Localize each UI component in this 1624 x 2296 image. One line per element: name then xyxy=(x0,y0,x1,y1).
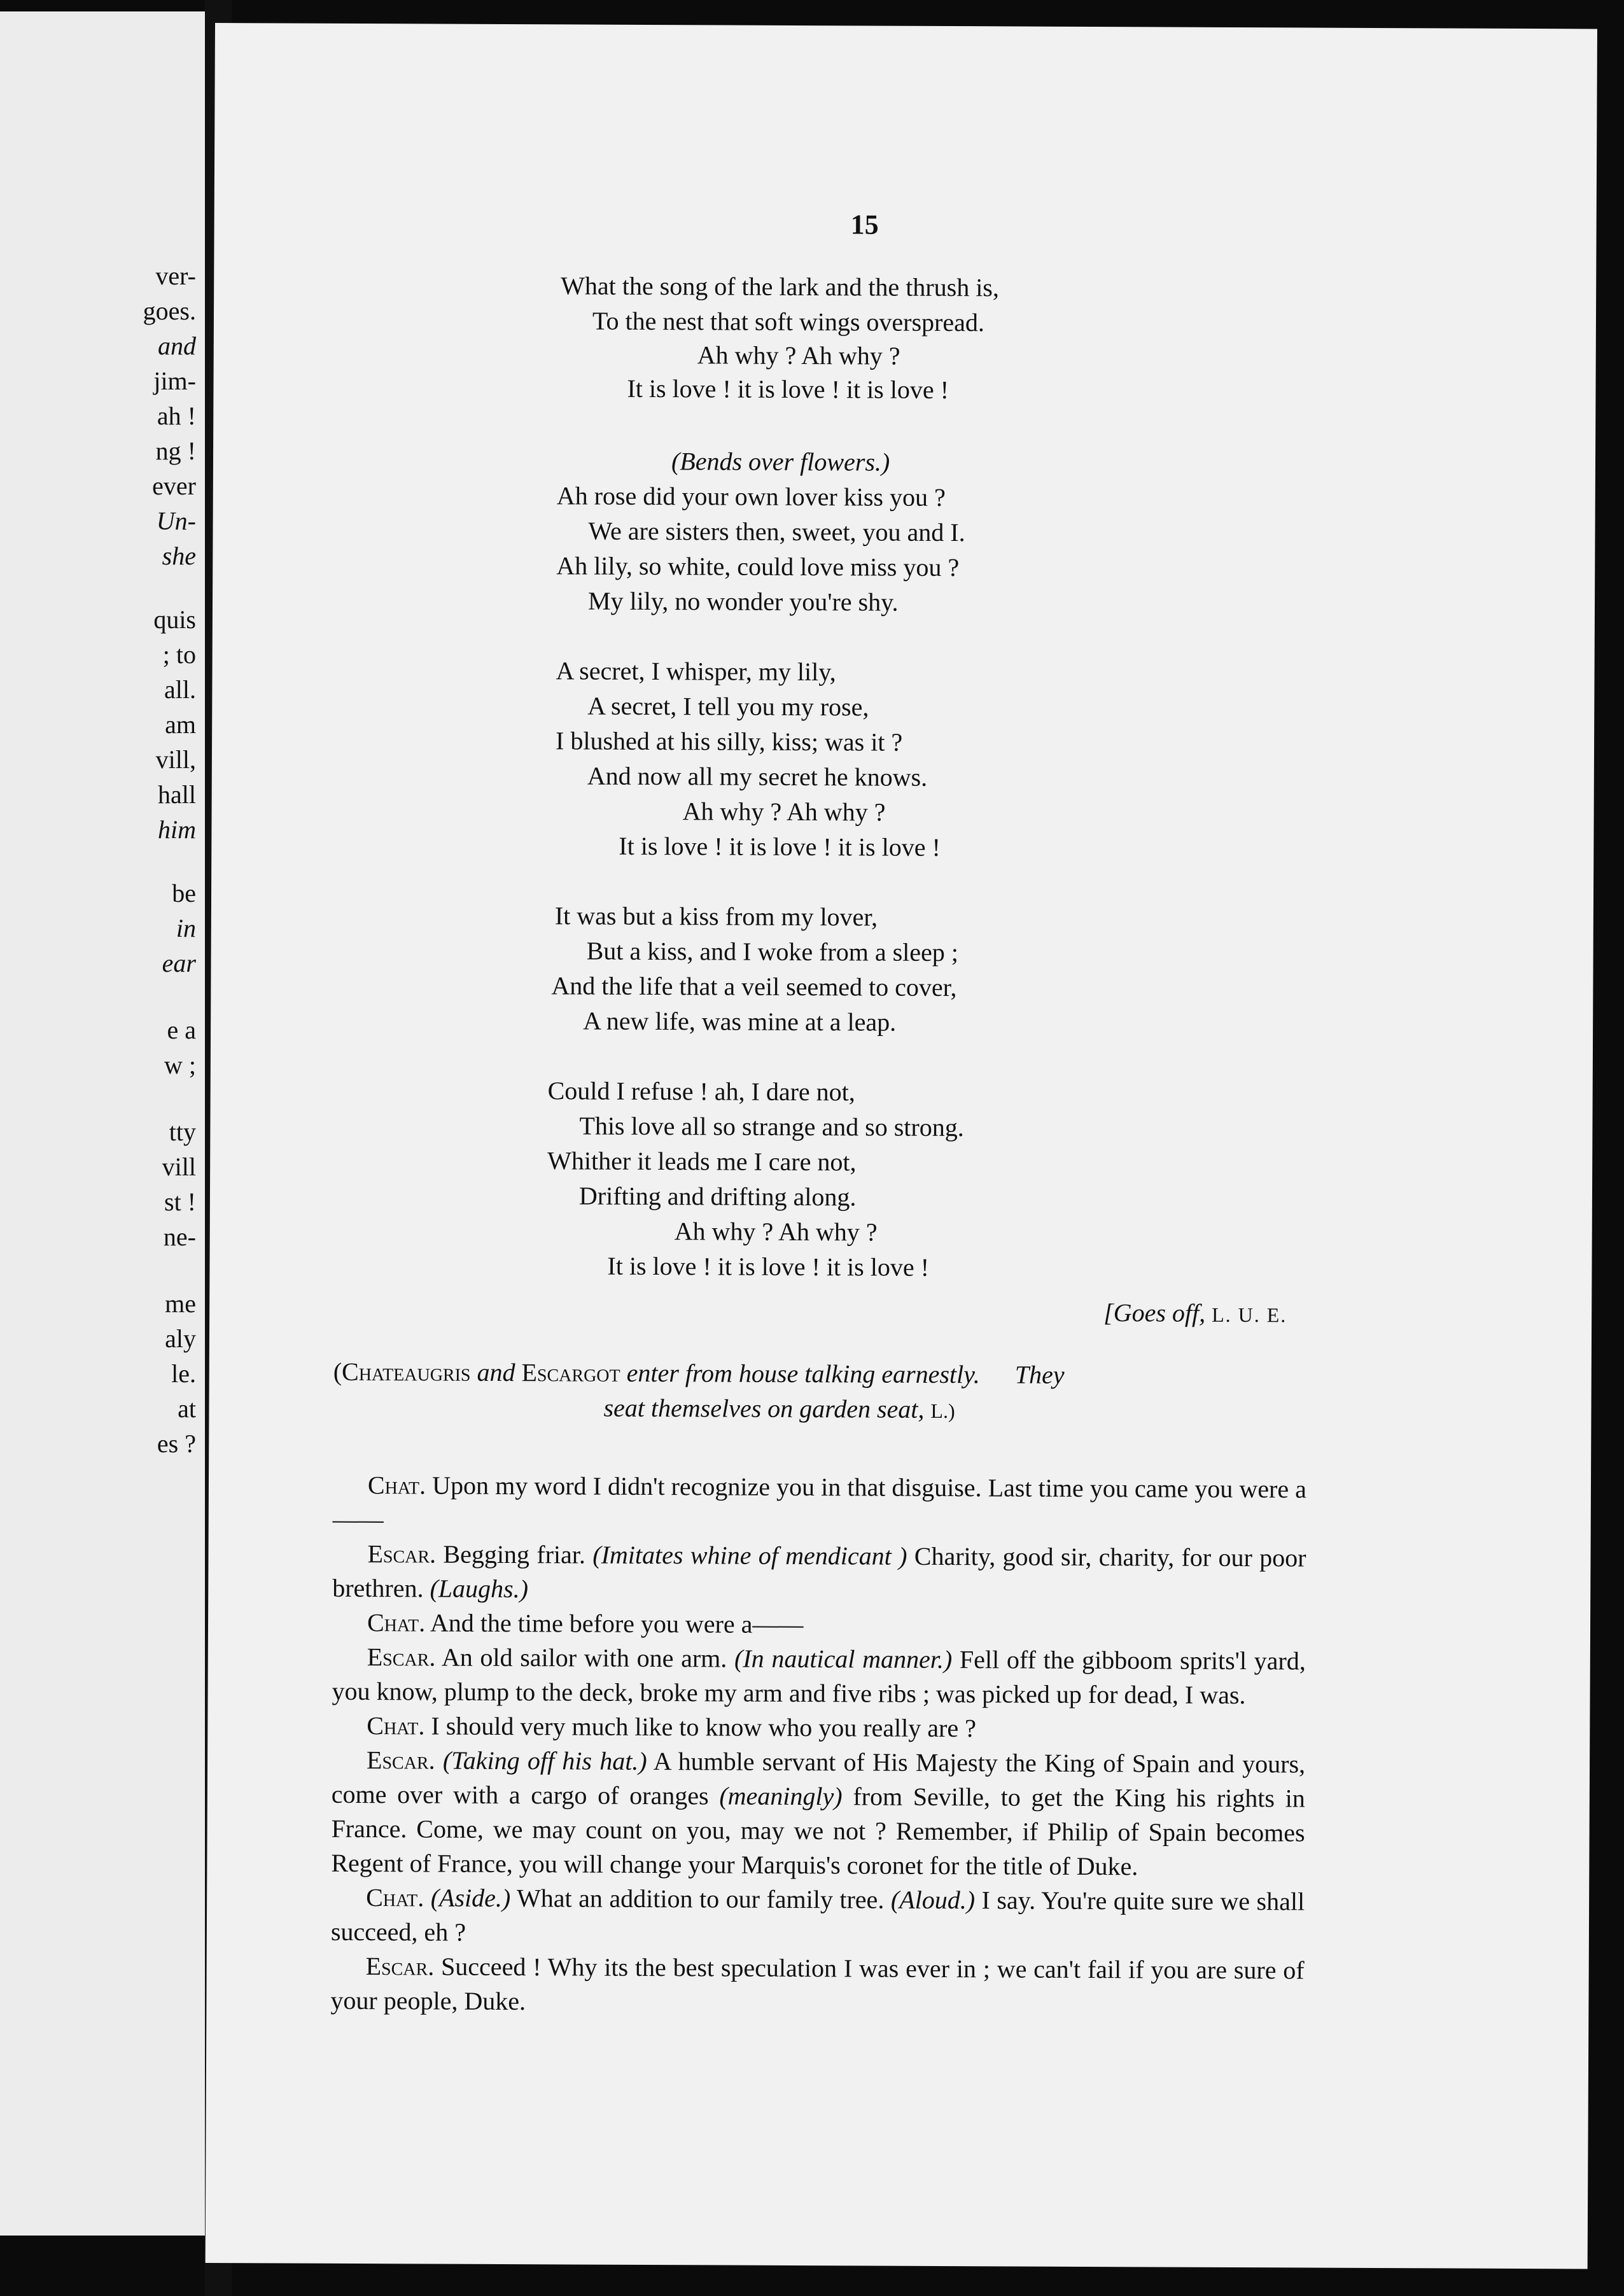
verse-line: Ah lily, so white, could love miss you ? xyxy=(556,551,960,582)
speech-text: Begging friar. xyxy=(443,1539,593,1569)
left-page-line: vill, xyxy=(155,745,196,774)
speech-text: An old sailor with one arm. xyxy=(441,1642,735,1673)
verse-line: Whither it leads me I care not, xyxy=(547,1146,857,1177)
dialogue-paragraph xyxy=(330,1949,1304,2022)
verse-line: A secret, I whisper, my lily, xyxy=(556,656,836,687)
verse-line: And the life that a veil seemed to cover, xyxy=(551,971,957,1002)
left-page-line: w ; xyxy=(164,1051,196,1079)
speaker-name: Escar. xyxy=(366,1746,435,1775)
book-page xyxy=(206,23,1597,2269)
left-page-line: me xyxy=(165,1289,196,1318)
stage-direction-bends: (Bends over flowers.) xyxy=(671,447,890,477)
speech-text: from Seville, to get the King his rights in France. Come, we may count on you, may we not ? Remember, if Philip of Spain becomes Regent of France, you will change your Marquis's coronet for the title of Duke. xyxy=(331,1782,1305,1881)
left-page-line: she xyxy=(162,542,196,570)
speaker-name: Escar. xyxy=(365,1952,435,1981)
stage-entry-line-2 xyxy=(603,1393,955,1424)
stage-position: L.) xyxy=(930,1399,955,1423)
left-page-line: jim- xyxy=(153,367,196,395)
speech-text: What an addition to our family tree. xyxy=(510,1884,891,1914)
speech-text: A humble servant of His Majesty the King of Spain and yours, come over with a cargo of oranges xyxy=(331,1746,1306,1810)
character-name: Chateaugris xyxy=(341,1357,471,1387)
left-page-line: all. xyxy=(164,675,196,704)
left-page-line: ear xyxy=(162,949,196,977)
left-page-line: ever xyxy=(152,472,196,500)
left-page-line: ah ! xyxy=(157,402,196,430)
speech-text: Upon my word I didn't recognize you in that disguise. Last time you came you were a—— xyxy=(332,1471,1307,1534)
left-page-line: tty xyxy=(169,1117,196,1146)
exit-direction xyxy=(1103,1296,1287,1331)
speaker-name: Chat. xyxy=(367,1711,425,1740)
verse-line: What the song of the lark and the thrush is, xyxy=(561,271,1000,302)
verse-line: Ah rose did your own lover kiss you ? xyxy=(556,481,946,512)
speaker-name: Chat. xyxy=(367,1608,426,1637)
left-page-line: st ! xyxy=(164,1187,196,1216)
left-page-line: es ? xyxy=(157,1429,196,1458)
left-page-line: ; to xyxy=(162,640,196,669)
left-page-line: ng ! xyxy=(155,437,196,465)
verse-line: Could I refuse ! ah, I dare not, xyxy=(547,1076,855,1107)
verse-line: A new life, was mine at a leap. xyxy=(583,1006,897,1037)
stage-direction: (Taking off his hat.) xyxy=(442,1746,647,1775)
stage-direction: (meaningly) xyxy=(719,1781,843,1811)
speech-text: Charity, good sir, charity, for our poor brethren. xyxy=(332,1541,1306,1603)
left-page-line: ver- xyxy=(155,262,196,290)
stage-direction: (Imitates whine of mendicant ) xyxy=(592,1540,907,1571)
stage-text: enter from house talking earnestly. xyxy=(626,1358,980,1389)
left-page-line: le. xyxy=(171,1359,196,1388)
refrain-line: It is love ! it is love ! it is love ! xyxy=(607,1251,930,1282)
left-page-line: goes. xyxy=(143,297,196,325)
stage-text: They xyxy=(1014,1360,1065,1389)
verse-line: This love all so strange and so strong. xyxy=(579,1111,964,1142)
verse-line: It was but a kiss from my lover, xyxy=(554,901,878,932)
verse-line: And now all my secret he knows. xyxy=(587,761,928,792)
left-page-line: him xyxy=(158,815,196,844)
stage-direction: (Laughs.) xyxy=(430,1574,529,1604)
left-page-line: aly xyxy=(165,1324,196,1353)
dialogue-paragraph xyxy=(331,1880,1305,1954)
speech-text: Fell off the gibboom sprits'l yard, you know, plump to the deck, broke my arm and five ribs ; was picked up for dead, I was. xyxy=(332,1645,1306,1710)
speaker-name: Chat. xyxy=(366,1883,424,1912)
speaker-name: Escar. xyxy=(367,1539,437,1569)
refrain-line: It is love ! it is love ! it is love ! xyxy=(627,374,949,405)
speech-text: Succeed ! Why its the best speculation I was ever in ; we can't fail if you are sure of your people, Duke. xyxy=(330,1952,1305,2016)
verse-line: A secret, I tell you my rose, xyxy=(587,691,869,722)
verse-line: To the nest that soft wings overspread. xyxy=(592,306,985,337)
exit-text: [Goes off, xyxy=(1103,1298,1206,1327)
stage-direction: (Aside.) xyxy=(430,1883,511,1913)
speech-text: I say. You're quite sure we shall succeed, eh ? xyxy=(330,1886,1305,1947)
left-page-line: am xyxy=(165,710,196,739)
stage-direction: (Aloud.) xyxy=(890,1885,976,1915)
left-page-line: quis xyxy=(153,605,196,634)
dialogue-paragraph xyxy=(332,1537,1306,1610)
verse-line: Drifting and drifting along. xyxy=(578,1181,857,1212)
stage-direction: (In nautical manner.) xyxy=(734,1644,953,1674)
dialogue-paragraph xyxy=(332,1606,1306,1644)
dialogue-paragraph xyxy=(332,1709,1305,1747)
dialogue-paragraph xyxy=(333,1468,1306,1541)
speaker-name: Chat. xyxy=(367,1471,426,1500)
left-page-line: e a xyxy=(167,1016,196,1044)
verse-line: We are sisters then, sweet, you and I. xyxy=(588,516,965,547)
dialogue-paragraph xyxy=(332,1640,1305,1713)
left-page-line: in xyxy=(176,914,196,942)
left-page-fragment xyxy=(0,11,205,2236)
left-page-line: vill xyxy=(162,1152,196,1181)
stage-word: and xyxy=(477,1357,515,1387)
left-page-line: be xyxy=(172,879,196,907)
stage-text: seat themselves on garden seat, xyxy=(603,1393,925,1424)
speaker-name: Escar. xyxy=(367,1642,436,1672)
dialogue-paragraph xyxy=(331,1743,1305,1885)
speech-text: And the time before you were a—— xyxy=(430,1608,804,1639)
verse-line: But a kiss, and I woke from a sleep ; xyxy=(586,936,959,967)
refrain-line: Ah why ? Ah why ? xyxy=(674,1217,878,1247)
refrain-line: Ah why ? Ah why ? xyxy=(697,340,900,370)
stage-entry-line-1: (Chateaugris and Escargot enter from house talking earnestly. They xyxy=(333,1357,1065,1389)
verse-line: I blushed at his silly, kiss; was it ? xyxy=(555,726,903,757)
exit-position: L. U. E. xyxy=(1212,1303,1287,1327)
character-name: Escargot xyxy=(521,1358,620,1387)
dialogue-block xyxy=(330,1468,1306,2022)
page-number: 15 xyxy=(850,209,879,241)
refrain-line: Ah why ? Ah why ? xyxy=(682,797,886,827)
verse-line: My lily, no wonder you're shy. xyxy=(587,586,899,617)
left-page-line: hall xyxy=(158,780,196,809)
left-page-line: Un- xyxy=(156,507,196,535)
left-page-line: at xyxy=(178,1394,196,1423)
left-page-line: and xyxy=(158,332,196,360)
speech-text: I should very much like to know who you really are ? xyxy=(431,1711,976,1743)
left-page-line: ne- xyxy=(163,1222,196,1251)
refrain-line: It is love ! it is love ! it is love ! xyxy=(619,831,941,862)
